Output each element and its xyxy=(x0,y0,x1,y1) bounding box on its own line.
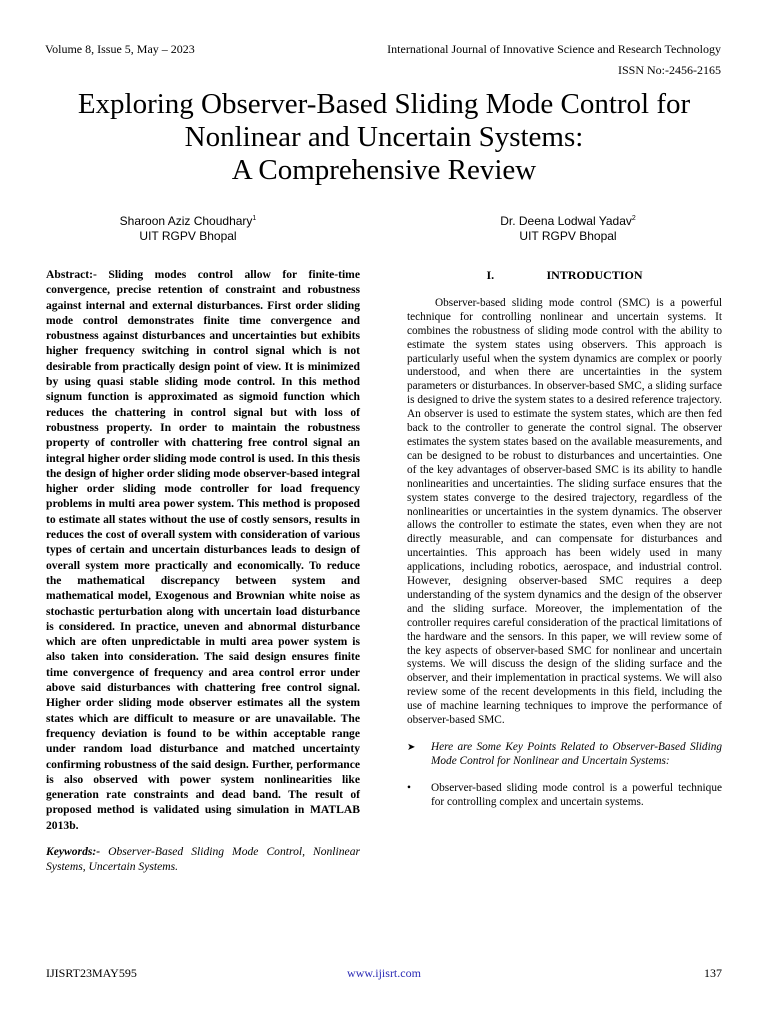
keywords xyxy=(46,844,360,875)
key-points-text: Here are Some Key Points Related to Observer-Based Sliding Mode Control for Nonlinear and Uncertain Systems: xyxy=(431,741,722,767)
website-link[interactable]: www.ijisrt.com xyxy=(347,966,421,980)
author-2-mark: 2 xyxy=(631,215,636,222)
page-number: 137 xyxy=(704,966,722,980)
issn: ISSN No:-2456-2165 xyxy=(617,63,721,77)
section-number: I. xyxy=(486,268,495,282)
author-2-affiliation: UIT RGPV Bhopal xyxy=(519,229,617,243)
author-1-affiliation: UIT RGPV Bhopal xyxy=(139,229,237,243)
key-points-heading xyxy=(407,741,722,769)
author-1-name: Sharoon Aziz Choudhary xyxy=(119,214,253,228)
author-1 xyxy=(98,211,278,244)
arrow-bullet-icon: ➤ xyxy=(407,742,416,753)
article-code: IJISRT23MAY595 xyxy=(46,966,137,980)
paper-title xyxy=(30,88,738,187)
title-line-3: A Comprehensive Review xyxy=(231,154,537,186)
title-line-2: Nonlinear and Uncertain Systems: xyxy=(184,121,584,153)
abstract: Abstract:- Sliding modes control allow for finite-time convergence, precise retention of constraint and robustness against internal and external disturbances. First order sliding mode control demonstrates finite time convergence and robustness against disturbances and uncertainties but exhibits higher frequency switching in control signal which is not desirable from practically design point of view. It is minimized by using quasi stable sliding mode control. In this method signum function is approximated as sigmoid function which reduces the chattering in control signal but with loss of robustness property. In order to maintain the robustness property of controller with chattering free control signal an integral higher order sliding mode control is used. In this thesis the design of higher order sliding mode observer-based integral higher order sliding mode controller for load frequency problems in multi area power system. This method is proposed to estimate all states without the use of costly sensors, results in reduces the cost of overall system with consideration of various types of certain and uncertain disturbances leads to design of overall system more practically and economically. To reduce the mathematical discrepancy between system and mathematical model, Exogenous and Brownian white noise as stochastic perturbation along with uncertain load disturbance is considered. In practice, uneven and abnormal disturbance which are often unpredictable in multi area power system is also taken into consideration. The said design ensures finite time convergence of frequency and area control error under above said disturbances with chattering free control signal. Higher order sliding mode observer estimates all the system states which are difficult to measure or are unavailable. The frequency deviation is found to be within acceptable range under random load disturbance and matched uncertainty confirming robustness of the said design. Further, performance is also observed with power system nonlinearities like generation rate constraints and dead band. The result of proposed method is validated using simulation in MATLAB 2013b. xyxy=(46,268,360,832)
author-1-mark: 1 xyxy=(252,215,257,222)
list-item-text: Observer-based sliding mode control is a powerful technique for controlling complex and uncertain systems. xyxy=(431,781,722,808)
keywords-text: Observer-Based Sliding Mode Control, Nonlinear Systems, Uncertain Systems. xyxy=(46,844,360,874)
volume-issue: Volume 8, Issue 5, May – 2023 xyxy=(45,42,195,56)
introduction-paragraph: Observer-based sliding mode control (SMC) is a powerful technique for controlling nonlinear and uncertain systems. It combines the robustness of sliding mode control with the ability to estimate the system states using observers. This approach is particularly useful when the system dynamics are complex or poorly understood, and when there are uncertainties in the system parameters or disturbances. In observer-based SMC, a sliding surface is designed to drive the system states to a desired reference trajectory. An observer is used to estimate the system states, which are then fed back to the controller to generate the control signal. The observer estimates the system states based on the available measurements, and can be designed to be robust to disturbances and uncertainties. One of the key advantages of observer-based SMC is its ability to handle nonlinearities and uncertainties. The sliding surface ensures that the system states converge to the desired trajectory, regardless of the nonlinearities or uncertainties in the system dynamics. The observer allows the controller to estimate the states, even when they are not directly measurable, and can compensate for disturbances and uncertainties. This approach has been widely used in many applications, including robotics, aerospace, and industrial control. However, designing observer-based SMC requires a deep understanding of the system dynamics and the design of the observer and the sliding surface. Moreover, the implementation of the controller requires careful consideration of the practical limitations of the hardware and the sensors. In this paper, we will review some of the key aspects of observer-based SMC for nonlinear and uncertain systems. We will discuss the design of the sliding surface and the observer, and their implementation in practical systems. We will also review some of the recent developments in this field, including the use of machine learning techniques to improve the performance of observer-based SMC. xyxy=(407,296,722,727)
list-item xyxy=(407,782,722,810)
left-column xyxy=(46,267,360,875)
author-2 xyxy=(468,211,668,244)
author-2-name: Dr. Deena Lodwal Yadav xyxy=(500,214,632,228)
keywords-label: Keywords:- xyxy=(46,844,101,858)
title-line-1: Exploring Observer-Based Sliding Mode Control for xyxy=(77,88,691,120)
section-title: INTRODUCTION xyxy=(546,268,643,282)
section-heading xyxy=(407,269,722,283)
journal-name: International Journal of Innovative Science and Research Technology xyxy=(387,42,721,56)
right-column xyxy=(407,269,722,810)
bullet-icon: • xyxy=(407,781,411,794)
